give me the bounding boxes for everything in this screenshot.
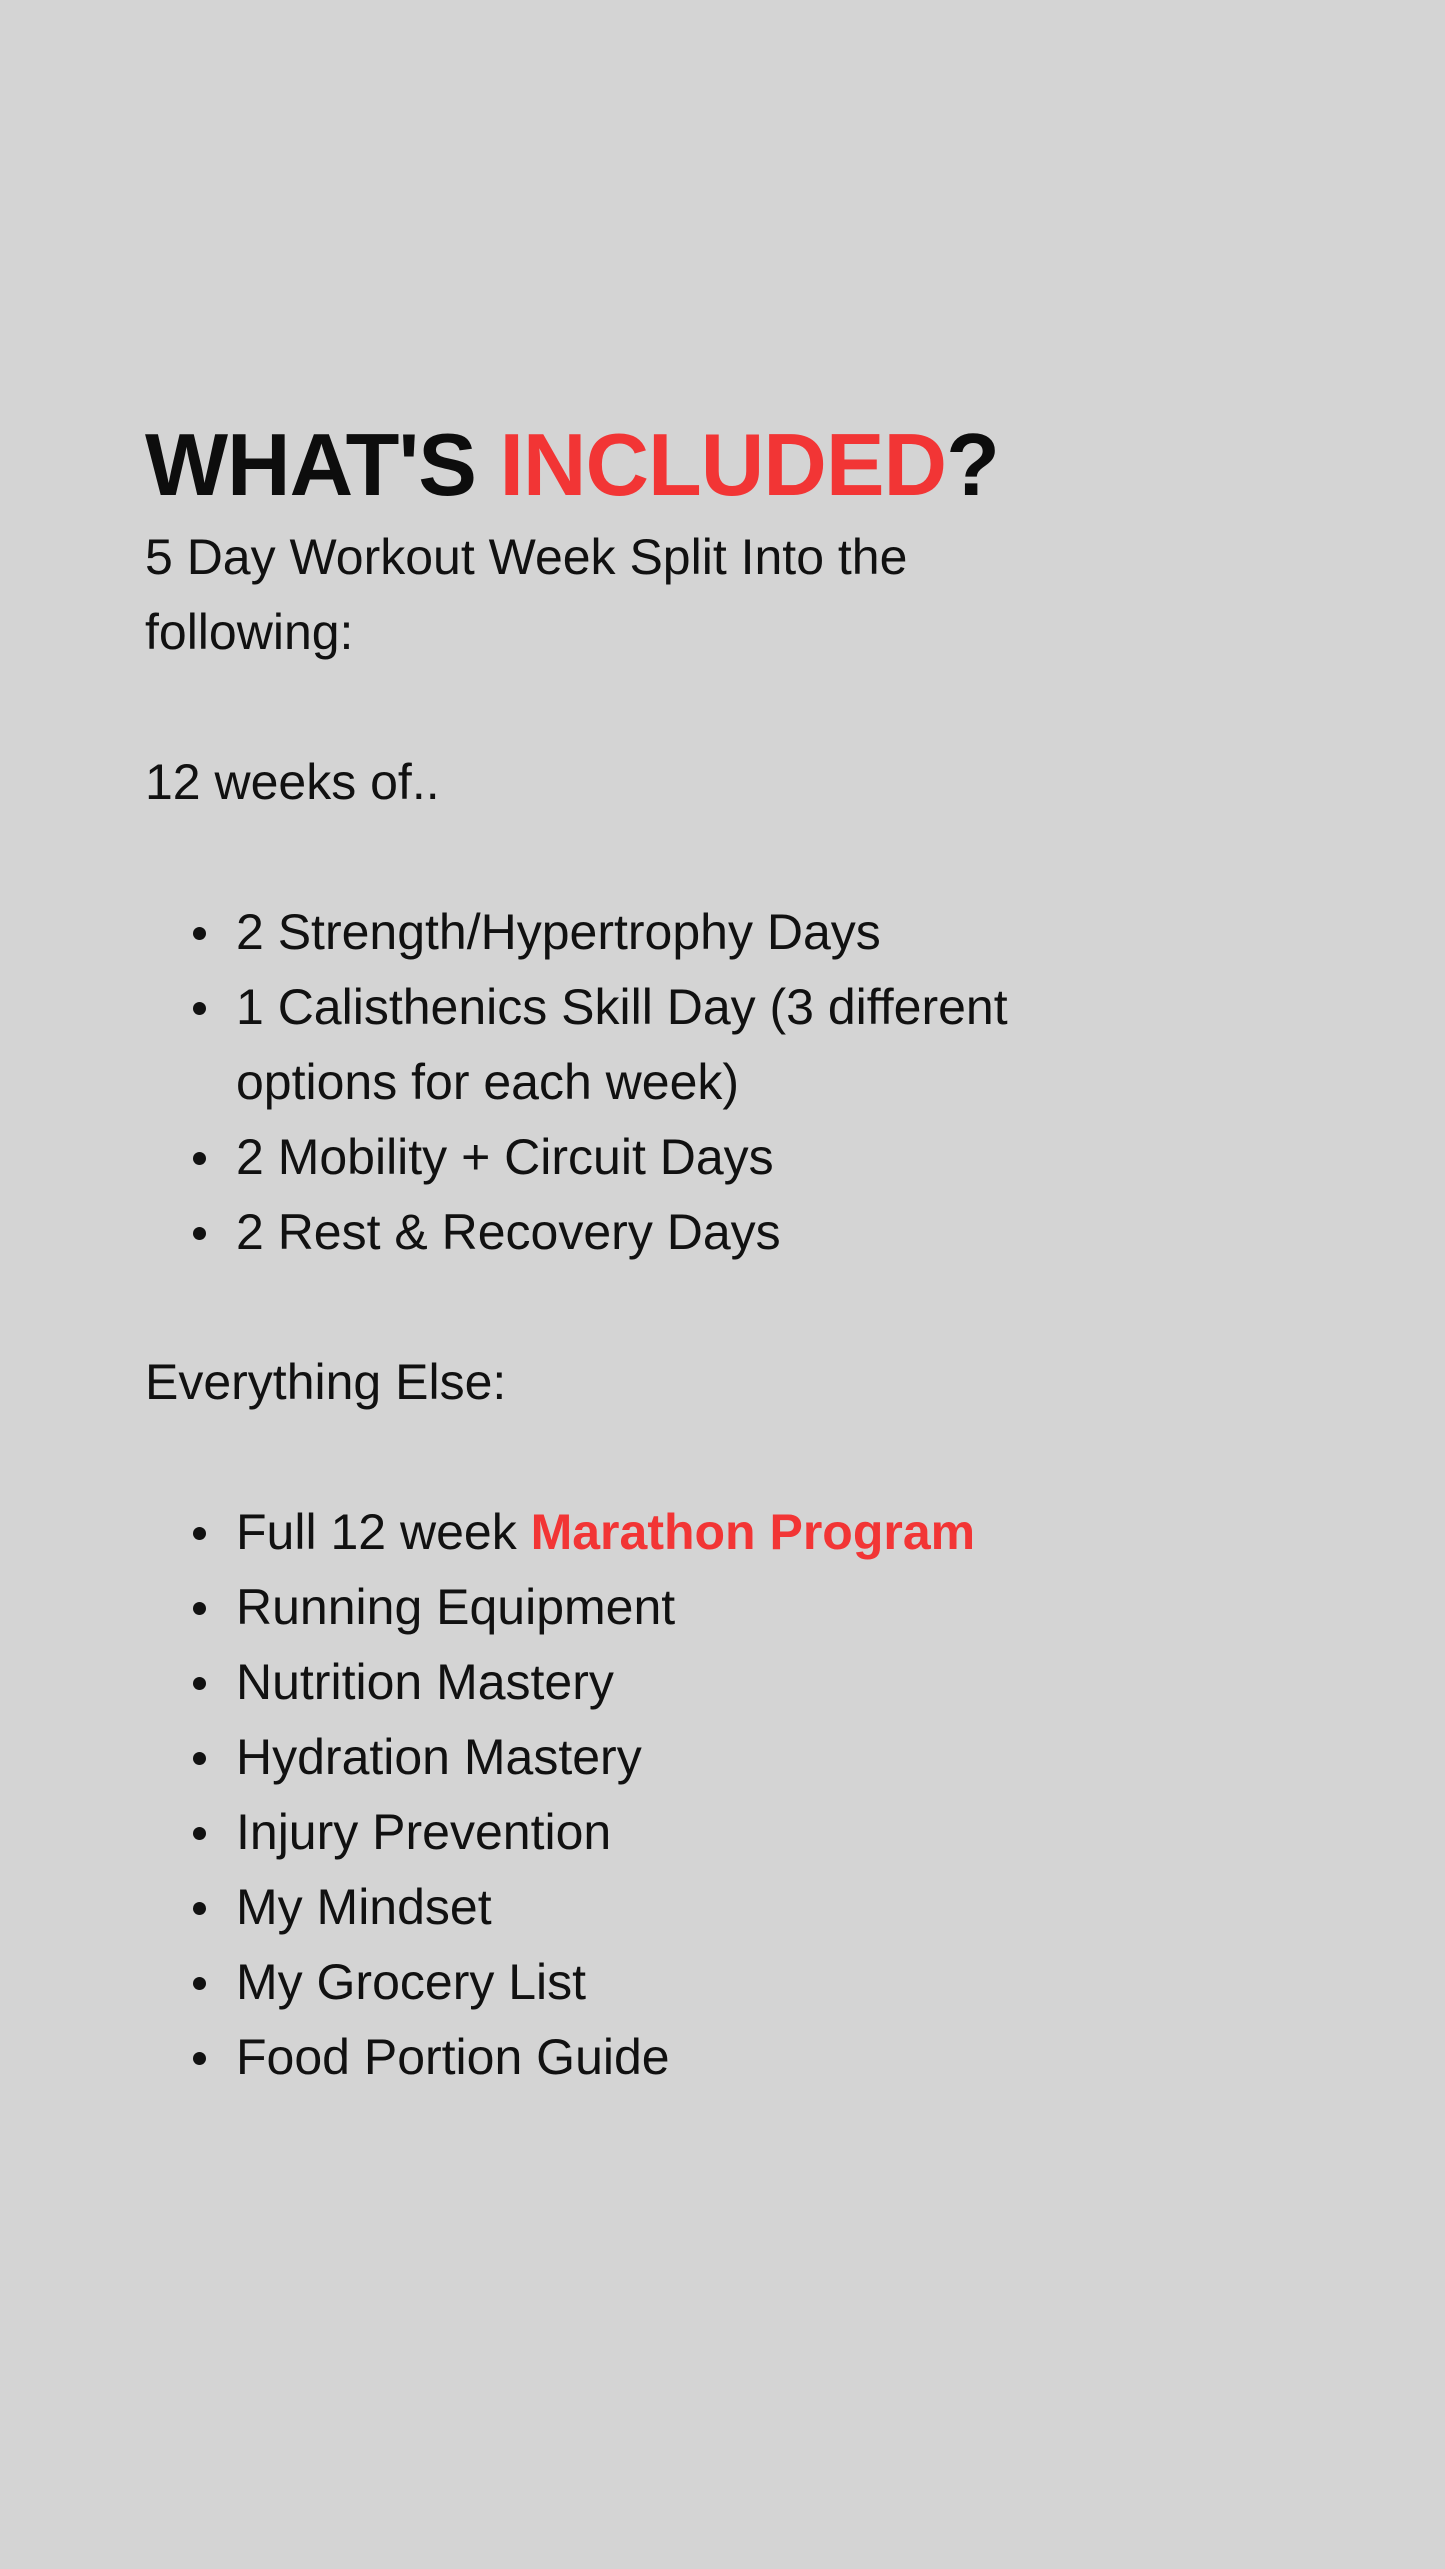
list-item-prefix: Full 12 week (236, 1504, 531, 1560)
list-item-label: My Grocery List (236, 1954, 587, 2010)
list-item (145, 1870, 1056, 1945)
page-title (145, 410, 1295, 520)
bullet-icon (193, 1902, 206, 1915)
list-item-label: Running Equipment (236, 1579, 676, 1635)
bullet-icon (193, 1602, 206, 1615)
list-item-label: 2 Strength/Hypertrophy Days (236, 904, 881, 960)
list-item-label: Food Portion Guide (236, 2029, 670, 2085)
bullet-icon (193, 2052, 206, 2065)
intro-text: 5 Day Workout Week Split Into the following: (145, 529, 908, 660)
workout-list (145, 895, 1295, 1270)
list-item (145, 1945, 1056, 2020)
bullet-icon (193, 1827, 206, 1840)
list-item (145, 1720, 1056, 1795)
list-item (145, 1120, 1056, 1195)
bullet-icon (193, 1002, 206, 1015)
list-item-label: 1 Calisthenics Skill Day (3 different options for each week) (236, 979, 1008, 1110)
list-item-label: Nutrition Mastery (236, 1654, 614, 1710)
marathon-program-highlight: Marathon Program (530, 1504, 976, 1560)
weeks-label: 12 weeks of.. (145, 754, 440, 810)
list-item (145, 1195, 1056, 1270)
bullet-icon (193, 1527, 206, 1540)
spacer (145, 1420, 1295, 1495)
list-item (145, 1645, 1056, 1720)
list-item-label: 2 Rest & Recovery Days (236, 1204, 781, 1260)
everything-else-label: Everything Else: (145, 1354, 507, 1410)
bullet-icon (193, 1677, 206, 1690)
bullet-icon (193, 1227, 206, 1240)
spacer (145, 1270, 1295, 1345)
list-item (145, 1795, 1056, 1870)
list-item (145, 895, 1056, 970)
list-item (145, 970, 1056, 1120)
bullet-icon (193, 1752, 206, 1765)
extras-list (145, 1495, 1295, 2095)
list-item-label: 2 Mobility + Circuit Days (236, 1129, 774, 1185)
title-part-1: WHAT'S (145, 415, 500, 514)
list-item (145, 1495, 1056, 1570)
bullet-icon (193, 1977, 206, 1990)
list-item (145, 1570, 1056, 1645)
list-item-label: Injury Prevention (236, 1804, 612, 1860)
bullet-icon (193, 1152, 206, 1165)
spacer (145, 820, 1295, 895)
spacer (145, 670, 1295, 745)
content (145, 410, 1295, 2095)
title-part-2: ? (946, 415, 999, 514)
list-item-label: Hydration Mastery (236, 1729, 642, 1785)
bullet-icon (193, 927, 206, 940)
list-item-label: My Mindset (236, 1879, 492, 1935)
title-accent: INCLUDED (499, 415, 947, 514)
list-item (145, 2020, 1056, 2095)
